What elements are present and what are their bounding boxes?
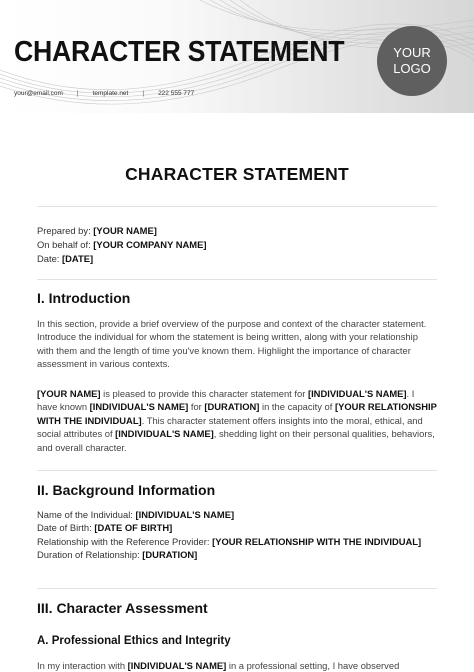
section-heading-assessment: III. Character Assessment [37,600,208,616]
logo-placeholder [377,26,447,96]
placeholder-individual-name: [INDIVIDUAL'S NAME] [115,428,214,440]
placeholder-individual-name: [INDIVIDUAL'S NAME] [89,401,189,413]
placeholder-individual-name: [INDIVIDUAL'S NAME] [307,388,407,399]
placeholder-duration: [DURATION] [204,401,260,413]
placeholder-individual-name: [INDIVIDUAL'S NAME] [127,660,227,671]
on-behalf-value: [YOUR COMPANY NAME] [93,239,207,250]
section-heading-introduction: I. Introduction [37,290,131,306]
meta-divider [37,279,437,280]
background-details [37,508,437,562]
dob-value: [DATE OF BIRTH] [94,522,173,534]
text-span: is pleased to provide this character statement for [100,388,308,399]
section-divider [37,470,437,471]
dob-label: Date of Birth: [37,522,92,534]
text-span: , shedding light on their personal qualities, behaviors, and overall character. [37,428,435,453]
contact-website: template.net [92,90,129,97]
name-label: Name of the Individual: [37,509,133,520]
placeholder-your-name: [YOUR NAME] [37,388,101,399]
relationship-label: Relationship with the Reference Provider: [37,535,210,547]
background-name-line [37,508,437,521]
section-divider [37,588,437,589]
date-value: [DATE] [62,253,94,264]
contact-separator: | [142,90,145,97]
on-behalf-label: On behalf of: [37,239,91,250]
introduction-paragraph-2 [37,387,437,454]
document-title: CHARACTER STATEMENT [125,164,349,184]
contact-phone: 222 555 777 [158,90,195,97]
date-line [37,252,437,266]
title-divider [37,206,437,207]
document-meta [37,224,437,266]
background-relationship-line [37,535,437,548]
text-span: in a professional setting, I have observed [226,660,400,671]
contact-info [14,90,194,97]
text-span: for [188,401,205,413]
duration-value: [DURATION] [142,549,198,561]
background-duration-line [37,548,437,561]
document-header [0,0,474,113]
placeholder-relationship: [YOUR RELATIONSHIP WITH THE INDIVIDUAL] [37,401,437,426]
on-behalf-line [37,238,437,252]
name-value: [INDIVIDUAL'S NAME] [135,509,235,520]
header-title: CHARACTER STATEMENT [14,36,345,68]
prepared-by-value: [YOUR NAME] [93,225,157,236]
duration-label: Duration of Relationship: [37,549,140,561]
relationship-value: [YOUR RELATIONSHIP WITH THE INDIVIDUAL] [212,535,422,547]
prepared-by-line [37,224,437,238]
assessment-paragraph [37,659,437,672]
text-span: . This character statement offers insights into the moral, ethical, and social attributes of [37,414,423,440]
logo-line1: YOUR [393,45,431,60]
text-span: In my interaction with [37,660,128,671]
contact-separator: | [76,90,79,97]
background-dob-line [37,521,437,534]
contact-email: your@email.com [14,90,63,97]
section-heading-background: II. Background Information [37,482,216,498]
text-span: . I have known [37,388,415,413]
introduction-paragraph-1: In this section, provide a brief overview of the purpose and context of the character statement. Introduce the individual for whom the statement is being written, along with your relationship with them and the length of time you've known them. Highlight the importance of character assessment in various contexts. [37,318,427,370]
text-span: in the capacity of [259,401,335,413]
subsection-heading-ethics: A. Professional Ethics and Integrity [37,635,231,647]
prepared-by-label: Prepared by: [37,225,91,236]
logo-line2: LOGO [393,61,431,76]
date-label: Date: [37,253,60,264]
